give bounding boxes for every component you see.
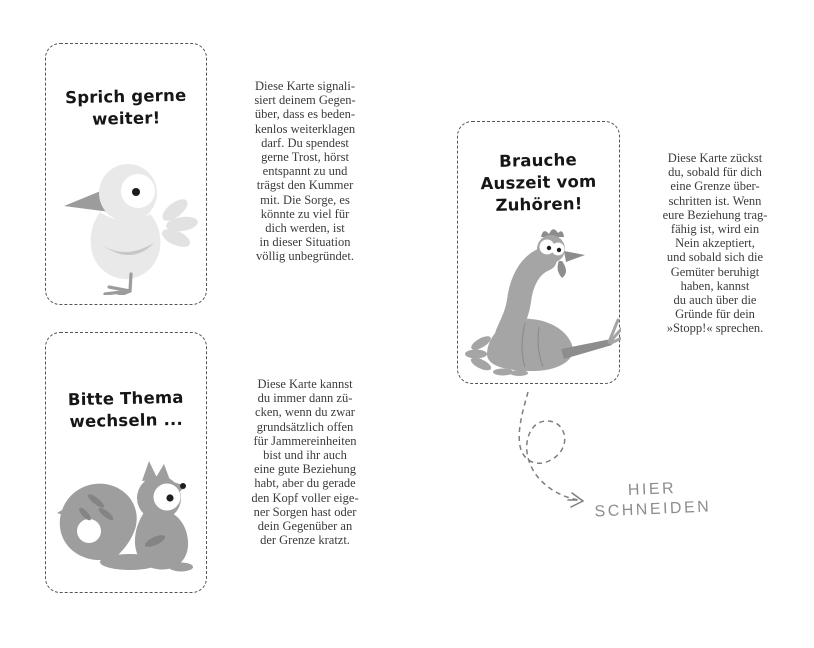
text-line: cken, wenn du zwar	[255, 405, 355, 420]
text-line: Sprich gerne	[64, 85, 187, 108]
card-description-bitte-thema-wechseln	[235, 377, 375, 547]
text-line: grundsätzlich offen	[256, 419, 354, 434]
text-line: du, sobald für dich	[668, 165, 762, 180]
chicken-icon	[461, 225, 621, 377]
bird-icon	[58, 160, 203, 295]
text-line: weiter!	[91, 108, 161, 129]
text-line: Diese Karte signali-	[255, 79, 355, 93]
text-line: Auszeit vom	[480, 171, 597, 194]
text-line: der Grenze kratzt.	[260, 533, 350, 548]
text-line: für Jammereinheiten	[253, 433, 357, 448]
text-line: haben, kannst	[680, 278, 750, 293]
cutout-card-sprich-gerne-weiter	[45, 43, 207, 305]
card-description-sprich-gerne-weiter	[235, 79, 375, 264]
cut-here-label-line1: HIER	[627, 479, 677, 500]
text-line: fähig ist, wird ein	[670, 222, 760, 237]
text-line: »Stopp!« sprechen.	[666, 321, 764, 336]
cut-here-label	[589, 477, 716, 522]
text-line: Zuhören!	[495, 194, 583, 215]
text-line: eure Beziehung trag-	[662, 207, 768, 222]
text-line: ner Sorgen hast oder	[253, 504, 357, 519]
text-line: Brauche	[498, 150, 578, 171]
squirrel-icon	[52, 459, 207, 587]
text-line: und sobald sich die	[666, 250, 764, 265]
text-line: über, dass es beden-	[254, 107, 356, 122]
text-line: könnte zu viel für	[260, 206, 350, 221]
text-line: Diese Karte kannst	[257, 377, 353, 391]
text-line: habt, aber du gerade	[254, 476, 356, 491]
text-line: siert deinem Gegen-	[254, 93, 356, 108]
text-line: schritten ist. Wenn	[668, 193, 762, 208]
text-line: Gemüter beruhigt	[670, 264, 760, 279]
cut-here-label-line2: SCHNEIDEN	[594, 498, 712, 521]
text-line: gerne Trost, hörst	[261, 150, 349, 165]
text-line: in dieser Situation	[259, 235, 351, 250]
text-line: wechseln ...	[69, 409, 184, 432]
text-line: eine Grenze über-	[670, 179, 760, 194]
cutout-card-brauche-auszeit	[457, 121, 620, 384]
text-line: du immer dann zü-	[257, 391, 353, 406]
text-line: trägst den Kummer	[256, 178, 354, 193]
text-line: Bitte Thema	[67, 387, 184, 410]
text-line: völlig unbegründet.	[256, 249, 354, 264]
text-line: den Kopf voller eige-	[251, 490, 359, 505]
text-line: entspannt zu und	[262, 164, 348, 179]
text-line: bist und ihr auch	[263, 448, 347, 463]
text-line: Nein akzeptiert,	[675, 236, 755, 251]
text-line: darf. Du spendest	[261, 135, 349, 150]
text-line: eine gute Beziehung	[253, 462, 357, 477]
text-line: kenlos weiterklagen	[254, 121, 356, 136]
text-line: Gründe für dein	[675, 307, 755, 322]
text-line: mit. Die Sorge, es	[260, 192, 350, 207]
text-line: dein Gegenüber an	[257, 519, 353, 534]
card-title	[457, 148, 619, 217]
cutout-card-bitte-thema-wechseln	[45, 332, 207, 593]
card-title	[46, 84, 207, 131]
text-line: dich werden, ist	[265, 221, 345, 236]
text-line: du auch über die	[673, 293, 757, 308]
card-title	[46, 386, 207, 433]
text-line: Diese Karte zückst	[667, 151, 763, 165]
card-description-brauche-auszeit	[645, 151, 785, 336]
